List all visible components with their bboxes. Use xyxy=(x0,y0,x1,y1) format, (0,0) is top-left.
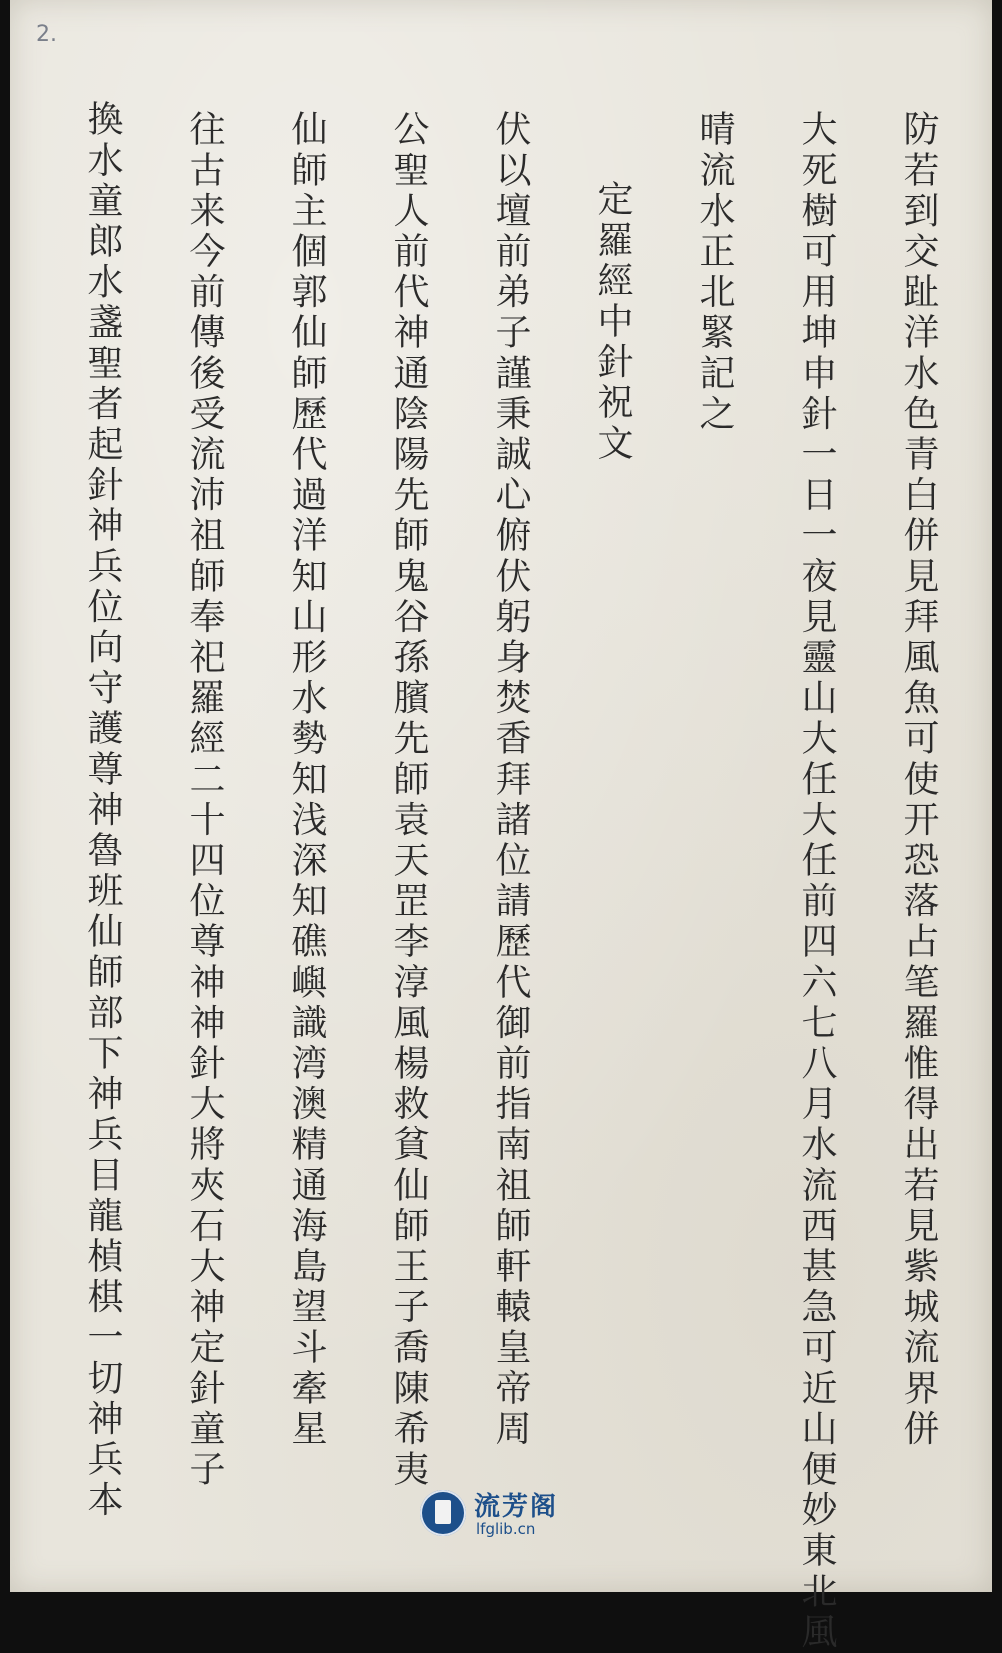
book-icon xyxy=(420,1490,466,1536)
watermark-title: 流芳阁 xyxy=(474,1492,559,1522)
page-number: 2. xyxy=(36,22,57,47)
text-column-1: 防若到交趾洋水色青白併見拜風魚可使开恐落占笔羅惟得出若見紫城流界併 xyxy=(898,110,939,1450)
watermark-url: lfglib.cn xyxy=(476,1520,536,1538)
text-column-9: 換水童郎水盞聖者起針神兵位向守護尊神魯班仙師部下神兵目龍楨棋一切神兵本 xyxy=(82,100,123,1521)
text-column-7: 仙師主個郭仙師歷代過洋知山形水勢知浅深知礁嶼識湾澳精通海島望斗牽星 xyxy=(286,110,327,1450)
manuscript-page xyxy=(10,0,992,1653)
text-column-5: 伏以壇前弟子謹秉誠心俯伏躬身焚香拜諸位請歷代御前指南祖師軒轅皇帝周 xyxy=(490,110,531,1450)
text-column-4-heading: 定羅經中針祝文 xyxy=(592,180,633,465)
text-column-8: 往古来今前傳後受流沛祖師奉祀羅經二十四位尊神神針大將夾石大神定針童子 xyxy=(184,110,225,1491)
text-column-6: 公聖人前代神通陰陽先師鬼谷孫臏先師袁天罡李淳風楊救貧仙師王子喬陳希夷 xyxy=(388,110,429,1491)
watermark xyxy=(420,1488,570,1542)
text-column-3: 晴流水正北緊記之 xyxy=(694,110,735,435)
text-column-2: 大死樹可用坤申針一日一夜見靈山大任大任前四六七八月水流西甚急可近山便妙東北風 xyxy=(796,110,837,1653)
